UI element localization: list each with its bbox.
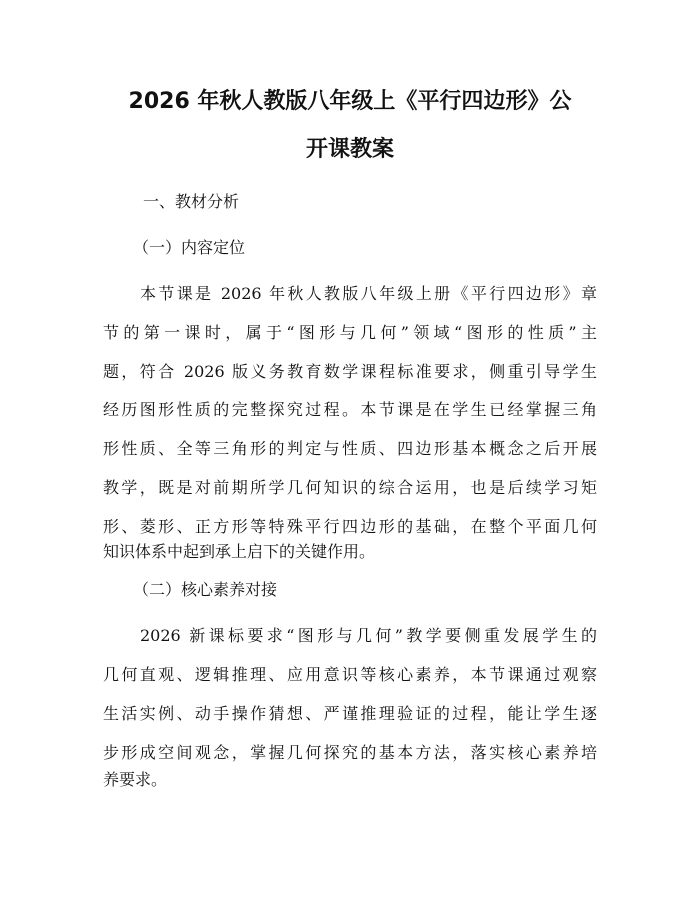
section-heading-textbook-analysis: 一、教材分析 — [143, 192, 240, 211]
paragraph-line: 经历图形性质的完整探究过程。本节课是在学生已经掌握三角 — [103, 400, 597, 419]
document-title-line-1: 2026 年秋人教版八年级上《平行四边形》公 — [128, 89, 572, 114]
paragraph-line: 形性质、全等三角形的判定与性质、四边形基本概念之后开展 — [103, 439, 597, 458]
paragraph-line: 题，符合 2026 版义务教育数学课程标准要求，侧重引导学生 — [103, 362, 597, 381]
paragraph-line: 教学，既是对前期所学几何知识的综合运用，也是后续学习矩 — [103, 478, 597, 497]
paragraph-line: 知识体系中起到承上启下的关键作用。 — [103, 542, 376, 561]
paragraph-line: 几何直观、逻辑推理、应用意识等核心素养，本节课通过观察 — [103, 665, 597, 684]
paragraph-line: 本节课是 2026 年秋人教版八年级上册《平行四边形》章 — [140, 284, 597, 303]
document-title-line-2: 开课教案 — [305, 137, 394, 162]
paragraph-line: 生活实例、动手操作猜想、严谨推理验证的过程，能让学生逐 — [103, 704, 597, 723]
subsection-heading-core-literacy: （二）核心素养对接 — [133, 580, 278, 599]
paragraph-line: 养要求。 — [103, 770, 168, 789]
paragraph-line: 步形成空间观念，掌握几何探究的基本方法，落实核心素养培 — [103, 743, 597, 762]
paragraph-line: 形、菱形、正方形等特殊平行四边形的基础，在整个平面几何 — [103, 517, 597, 536]
subsection-heading-content-positioning: （一）内容定位 — [133, 238, 246, 257]
paragraph-line: 2026 新课标要求“图形与几何”教学要侧重发展学生的 — [140, 626, 597, 645]
paragraph-line: 节的第一课时，属于“图形与几何”领域“图形的性质”主 — [103, 323, 597, 342]
